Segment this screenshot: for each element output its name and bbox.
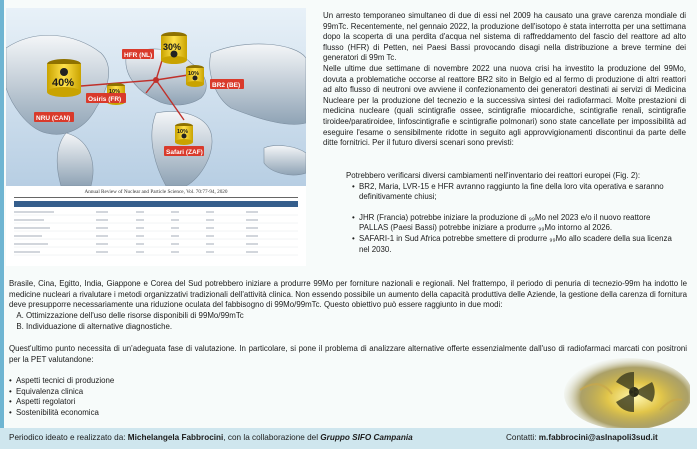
aspects-list	[3, 376, 261, 418]
scenario-block	[346, 171, 676, 255]
table-thumbnail	[6, 195, 306, 259]
radioactive-glow-image	[550, 350, 690, 428]
evaluation-paragraph: Quest'ultimo punto necessita di un'adeguata fase di valutazione. In particolare, si pone il problema di analizzare alternative offerte essenzialmente dall'uso di radiofarmaci marcati con positroni per la PET valutandone:	[9, 344, 687, 364]
percent-safari: 10%	[177, 129, 189, 135]
lower-paragraph: Brasile, Cina, Egitto, India, Giappone e Corea del Sud potrebbero iniziare a produrre 99Mo per forniture nazionali e regionali. Nel frattempo, il periodo di penuria di tecnezio-99m ha indotto le medicine nucleari a rivalutare i metodi organizzativi tradizionali dell'attività clinica. Non essendo possibile un aumento della capacità produttiva delle Aziende, la gestione della carenza di fornitura deve presupporre necessariamente una riduzione oculata del fabbisogno di 99Mo/99mTc. Questo obiettivo può essere raggiunto in due modi:	[9, 279, 687, 310]
footer-prefix: Periodico ideato e realizzato da:	[9, 433, 128, 442]
percent-nru: 40%	[52, 77, 75, 89]
reactor-map-figure	[6, 8, 306, 186]
footer-credits	[9, 433, 413, 442]
footer-group: Gruppo SIFO Campania	[320, 433, 413, 442]
scenario-intro: Potrebbero verificarsi diversi cambiamenti nell'inventario dei reattori europei (Fig. 2):	[346, 171, 641, 180]
percent-br2: 10%	[188, 71, 200, 77]
approach-list	[6, 311, 626, 332]
aspect-item: • Equivalenza clinica	[11, 387, 261, 398]
approach-item: B. Individuazione di alternative diagnostiche.	[26, 322, 626, 333]
label-safari: Safari (ZAF)	[166, 149, 203, 156]
footer-contact	[506, 433, 658, 442]
label-osiris: Osiris (FR)	[88, 96, 122, 103]
approach-item: A. Ottimizzazione dell'uso delle risorse disponibili di 99Mo/99mTc	[26, 311, 626, 322]
scenario-item: • SAFARI-1 in Sud Africa potrebbe smettere di produrre ₉₉Mo allo scadere della sua licenza nel 2030.	[354, 234, 676, 255]
scenario-item: • JHR (Francia) potrebbe iniziare la produzione di ₉₉Mo nel 2023 e/o il nuovo reattore PALLAS (Paesi Bassi) potrebbe iniziare a produrre ₉₉Mo intorno al 2026.	[354, 213, 676, 234]
percent-hfr: 30%	[163, 42, 182, 52]
label-br2: BR2 (BE)	[212, 82, 241, 89]
contact-email[interactable]: m.fabbrocini@aslnapoli3sud.it	[538, 433, 658, 442]
aspect-item: • Aspetti tecnici di produzione	[11, 376, 261, 387]
right-paragraph-1: Un arresto temporaneo simultaneo di due di essi nel 2009 ha causato una grave carenza mondiale di 99mTc. Recentemente, nel gennaio 2022, la produzione dell'isotopo è stata interrotta per una settimana dopo la scoperta di una perdita d'acqua nel sistema di raffreddamento del fascio del reattore ad alto flusso (HFR) di Petten, nei Paesi Bassi provocando disagi nella distribuzione a breve termine dei generatori di 99m Tc.	[323, 11, 686, 63]
aspect-item: • Aspetti regolatori	[11, 397, 261, 408]
aspect-item: • Sostenibilità economica	[11, 408, 261, 419]
label-nru: NRU (CAN)	[36, 115, 71, 122]
footer-middle: , con la collaborazione del	[223, 433, 321, 442]
scenario-list	[346, 182, 676, 256]
scenario-item: • BR2, Maria, LVR-15 e HFR avranno raggiunto la fine della loro vita operativa e saranno definitivamente chiusi;	[354, 182, 676, 203]
percent-osiris: 10%	[109, 89, 121, 95]
right-paragraph-2: Nelle ultime due settimane di novembre 2022 una nuova crisi ha investito la produzione del 99Mo, dovuta a problematiche occorse al reattore BR2 sito in Belgio ed al fermo di produzione di altri reattori ad alto flusso di neutroni ove avviene il confezionamento dei generatori destinati ai servizi di Medicina Nucleare per la produzione del tecnezio e la successiva sintesi dei radiofarmaci. Molte prestazioni di medicina nucleare (quali scintigrafie ossee, scintigrafie miocardiche, scintigrafie renali, scintigrafie tiroidee/paratiroidee, linfoscintigrafie e scintigrafie polmonari) sono state cancellate per impossibilità ad eseguire l'esame o sensibilmente ridotte in seguito agli approvvigionamenti discontinui da parte delle ditte fornitrici. Per il futuro diversi scenari sono previsti:	[323, 64, 686, 148]
world-map-illustration	[6, 8, 306, 186]
label-hfr: HFR (NL)	[124, 52, 153, 59]
footer-author: Michelangela Fabbrocini	[127, 433, 224, 442]
contact-label: Contatti:	[506, 433, 539, 442]
reactor-table-image	[6, 186, 306, 266]
table-caption: Annual Review of Nuclear and Particle Science, Vol. 70:77-94, 2020	[84, 189, 228, 195]
